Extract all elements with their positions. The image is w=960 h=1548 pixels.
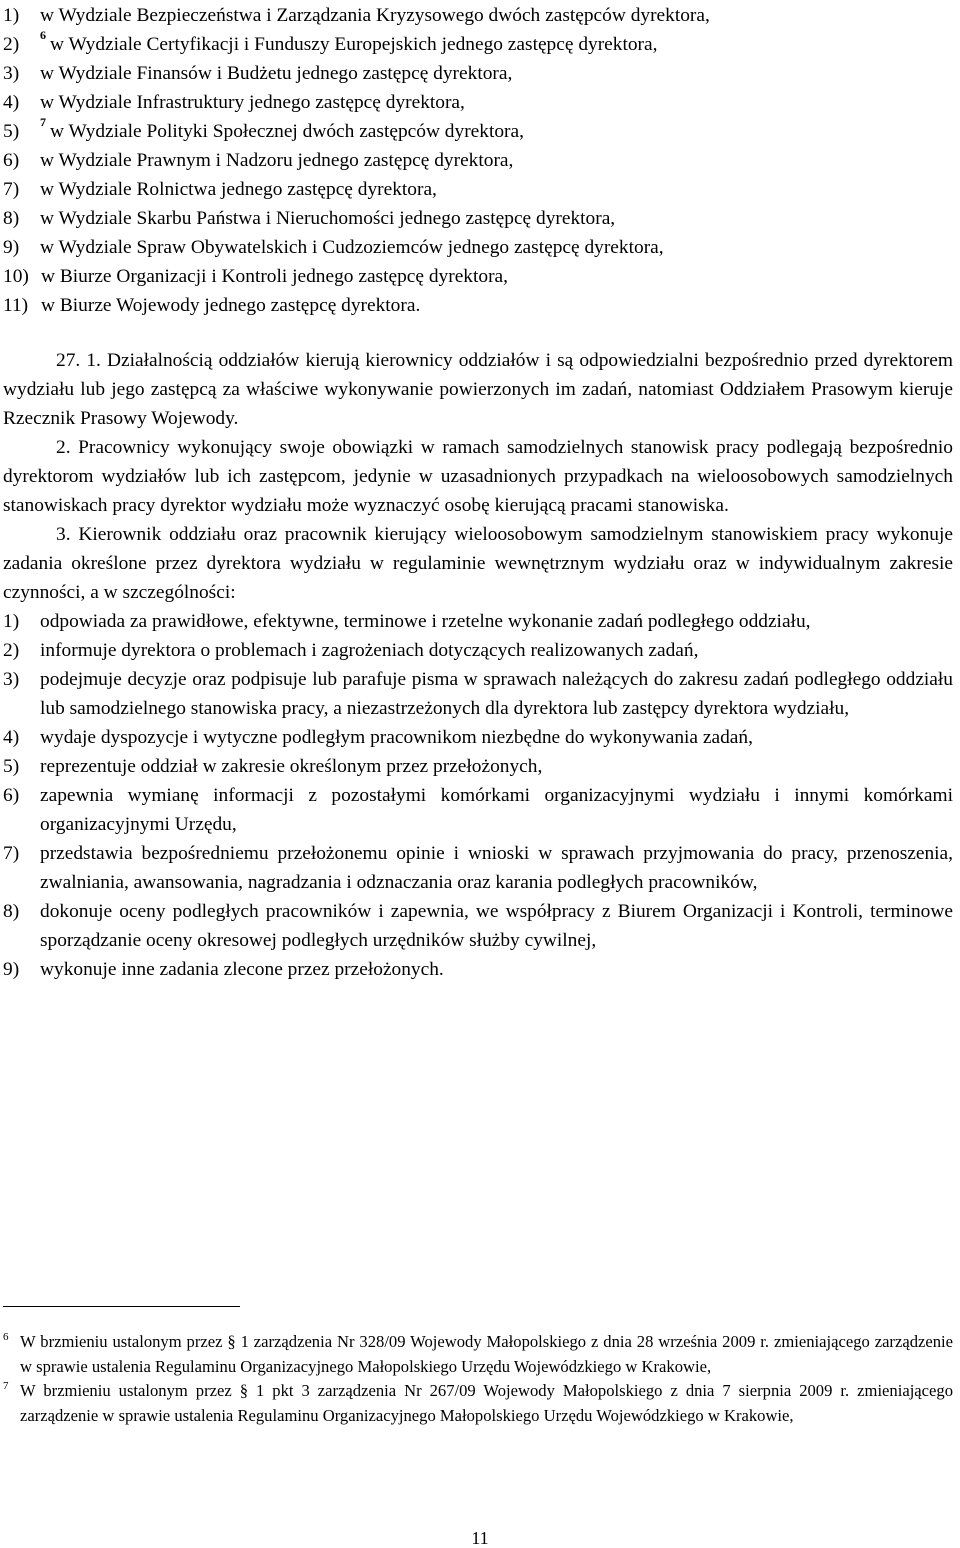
list-item-text: w Biurze Organizacji i Kontroli jednego zastępcę dyrektora, [41,266,508,287]
list-item [3,955,953,984]
list-item-text: w Wydziale Polityki Społecznej dwóch zastępców dyrektora, [50,121,524,142]
list-item [3,146,953,175]
list-item-number: 1) [3,611,20,632]
list-item-number: 6) [3,150,20,171]
list-item-number: 7) [3,179,20,200]
footnote-reference[interactable]: 7 [40,115,46,129]
duties-list [3,607,953,984]
list-item-number: 8) [3,901,20,922]
list-item-text: informuje dyrektora o problemach i zagrożeniach dotyczących realizowanych zadań, [40,640,699,661]
footnote-text: W brzmieniu ustalonym przez § 1 zarządzenia Nr 328/09 Wojewody Małopolskiego z dnia 28 września 2009 r. zmieniającego zarządzenie w sprawie ustalenia Regulaminu Organizacyjnego Małopolskiego Urzędu Wojewódzkiego w Krakowie, [20,1332,953,1376]
list-item-number: 3) [3,669,20,690]
list-item-text: przedstawia bezpośredniemu przełożonemu opinie i wnioski w sprawach przyjmowania do pracy, przenoszenia, zwalniania, awansowania, nagradzania i odznaczania oraz karania podległych pracowników, [40,843,953,893]
list-item [3,1,953,30]
list-item-number: 4) [3,727,20,748]
list-item-number: 5) [3,756,20,777]
list-item-number: 8) [3,208,20,229]
footnote-text: W brzmieniu ustalonym przez § 1 pkt 3 zarządzenia Nr 267/09 Wojewody Małopolskiego z dnia 7 sierpnia 2009 r. zmieniającego zarządzenie w sprawie ustalenia Regulaminu Organizacyjnego Małopolskiego Urzędu Wojewódzkiego w Krakowie, [20,1381,953,1425]
list-item-text: wykonuje inne zadania zlecone przez przełożonych. [40,959,444,980]
list-item-text: w Biurze Wojewody jednego zastępcę dyrektora. [41,295,421,316]
paragraph [3,346,953,433]
footnotes [3,1330,953,1428]
list-item-number: 4) [3,92,20,113]
list-item-number: 1) [3,5,20,26]
paragraph-text: 3. Kierownik oddziału oraz pracownik kierujący wieloosobowym samodzielnym stanowiskiem pracy wykonuje zadania określone przez dyrektora wydziału w regulaminie wewnętrznym wydziału oraz w indywidualnym zakresie czynności, a w szczególności: [3,524,953,603]
footnote-separator [3,1306,240,1307]
list-item-text: w Wydziale Finansów i Budżetu jednego zastępcę dyrektora, [40,63,513,84]
footnote-marker: 7 [3,1380,9,1393]
footnote [3,1379,953,1428]
paragraph-text: 2. Pracownicy wykonujący swoje obowiązki w ramach samodzielnych stanowisk pracy podlegają bezpośrednio dyrektorom wydziałów lub ich zastępcom, jedynie w uzasadnionych przypadkach na wieloosobowych samodzielnych stanowiskach pracy dyrektor wydziału może wyznaczyć osobę kierującą pracami stanowiska. [3,437,953,516]
section-27 [3,346,953,984]
list-item-text: w Wydziale Certyfikacji i Funduszy Europejskich jednego zastępcę dyrektora, [50,34,658,55]
list-item-text: reprezentuje oddział w zakresie określonym przez przełożonych, [40,756,543,777]
deputy-director-list [3,1,953,320]
list-item-number: 2) [3,34,20,55]
list-item [3,839,953,897]
list-item [3,175,953,204]
footnote-marker: 6 [3,1331,9,1343]
list-item [3,723,953,752]
list-item [3,897,953,955]
list-item-number: 9) [3,959,20,980]
list-item-number: 7) [3,843,20,864]
footnote-reference[interactable]: 6 [40,28,46,42]
list-item [3,262,953,291]
list-item [3,30,953,59]
list-item-number: 2) [3,640,20,661]
list-item-text: w Wydziale Skarbu Państwa i Nieruchomości jednego zastępcę dyrektora, [40,208,616,229]
list-item [3,781,953,839]
list-item [3,59,953,88]
list-item [3,607,953,636]
list-item-text: w Wydziale Spraw Obywatelskich i Cudzoziemców jednego zastępcę dyrektora, [40,237,664,258]
list-item [3,636,953,665]
list-item-text: dokonuje oceny podległych pracowników i zapewnia, we współpracy z Biurem Organizacji i Kontroli, terminowe sporządzanie oceny okresowej podległych urzędników służby cywilnej, [40,901,953,951]
list-item-number: 5) [3,121,20,142]
list-item-text: w Wydziale Infrastruktury jednego zastępcę dyrektora, [40,92,465,113]
list-item [3,291,953,320]
list-item-text: w Wydziale Bezpieczeństwa i Zarządzania Kryzysowego dwóch zastępców dyrektora, [40,5,710,26]
list-item-text: odpowiada za prawidłowe, efektywne, terminowe i rzetelne wykonanie zadań podległego oddziału, [40,611,811,632]
paragraph [3,520,953,607]
list-item-number: 9) [3,237,20,258]
list-item-text: podejmuje decyzje oraz podpisuje lub parafuje pisma w sprawach należących do zakresu zadań podległego oddziału lub samodzielnego stanowiska pracy, a niezastrzeżonych dla dyrektora lub zastępcy dyrektora wydziału, [40,669,953,719]
list-item-text: zapewnia wymianę informacji z pozostałymi komórkami organizacyjnymi wydziału i innymi komórkami organizacyjnymi Urzędu, [40,785,953,835]
list-item-number: 10) [3,266,29,287]
list-item-text: w Wydziale Prawnym i Nadzoru jednego zastępcę dyrektora, [40,150,514,171]
list-item [3,233,953,262]
list-item [3,665,953,723]
list-item [3,752,953,781]
page-number: 11 [471,1528,489,1548]
list-item [3,204,953,233]
paragraph-text: 27. 1. Działalnością oddziałów kierują kierownicy oddziałów i są odpowiedzialni bezpośrednio przed dyrektorem wydziału lub jego zastępcą za właściwe wykonywanie powierzonych im zadań, natomiast Oddziałem Prasowym kieruje Rzecznik Prasowy Wojewody. [3,350,953,429]
list-item-number: 11) [3,295,29,316]
list-item-number: 6) [3,785,20,806]
list-item-text: w Wydziale Rolnictwa jednego zastępcę dyrektora, [40,179,437,200]
list-item [3,117,953,146]
list-item-text: wydaje dyspozycje i wytyczne podległym pracownikom niezbędne do wykonywania zadań, [40,727,753,748]
list-item-number: 3) [3,63,20,84]
list-item [3,88,953,117]
footnote [3,1330,953,1379]
paragraph [3,433,953,520]
